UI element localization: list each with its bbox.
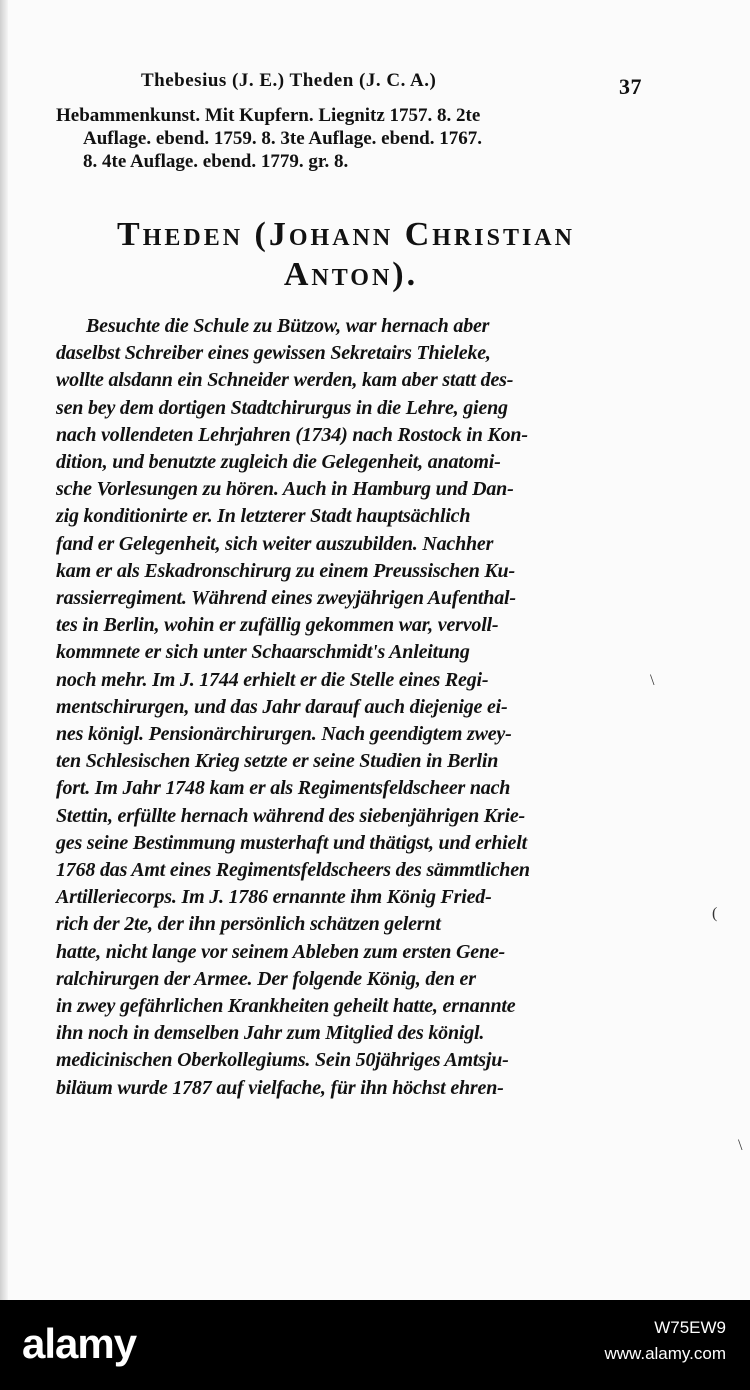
entry-heading-line: Theden (Johann Christian [117, 216, 575, 253]
body-line: ten Schlesischen Krieg setzte er seine Studien in Berlin [56, 750, 499, 773]
image-id: W75EW9 [654, 1318, 726, 1337]
body-line: kam er als Eskadronschirurg zu einem Preussischen Ku- [56, 559, 515, 582]
entry-heading-line: Anton). [283, 256, 419, 293]
alamy-logo: alamy [22, 1320, 137, 1367]
page-number: 37 [619, 74, 642, 99]
body-line: hatte, nicht lange vor seinem Ableben zum ersten Gene- [56, 940, 506, 963]
entry-heading [56, 215, 636, 295]
body-line: ralchirurgen der Armee. Der folgende König, den er [56, 967, 476, 990]
body-line: wollte alsdann ein Schneider werden, kam aber statt des- [56, 369, 514, 392]
body-line: sen bey dem dortigen Stadtchirurgus in die Lehre, gieng [56, 396, 508, 419]
body-line: sche Vorlesungen zu hören. Auch in Hamburg und Dan- [56, 478, 514, 501]
entry-body [56, 313, 636, 1102]
body-line: daselbst Schreiber eines gewissen Sekretairs Thieleke, [56, 342, 491, 365]
body-line: rich der 2te, der ihn persönlich schätzen gelernt [56, 913, 441, 936]
body-line: fand er Gelegenheit, sich weiter auszubilden. Nachher [56, 532, 494, 555]
continuation-line: Hebammenkunst. Mit Kupfern. Liegnitz 1757. 8. 2te [56, 105, 481, 126]
running-head: Thebesius (J. E.) Theden (J. C. A.) [141, 70, 437, 91]
body-line: in zwey gefährlichen Krankheiten geheilt hatte, ernannte [56, 995, 516, 1018]
body-line: Artilleriecorps. Im J. 1786 ernannte ihm König Fried- [56, 886, 492, 909]
body-line: nes königl. Pensionärchirurgen. Nach geendigtem zwey- [56, 723, 512, 746]
body-line: rassierregiment. Während eines zweyjährigen Aufenthal- [56, 587, 516, 610]
watermark-url: www.alamy.com [604, 1344, 726, 1363]
continuation-line: Auflage. ebend. 1759. 8. 3te Auflage. ebend. 1767. [83, 128, 482, 149]
body-line: zig konditionirte er. In letzterer Stadt hauptsächlich [56, 505, 471, 528]
book-page [56, 60, 642, 1102]
body-line: ihn noch in demselben Jahr zum Mitglied des königl. [56, 1022, 485, 1045]
body-line: Stettin, erfüllte hernach während des siebenjährigen Krie- [56, 804, 526, 827]
body-line: nach vollendeten Lehrjahren (1734) nach Rostock in Kon- [56, 423, 528, 446]
page-header [56, 60, 642, 102]
body-line: tes in Berlin, wohin er zufällig gekommen war, vervoll- [56, 614, 499, 637]
image-reference [604, 1318, 726, 1364]
margin-mark: ( [712, 905, 718, 922]
margin-mark: \ [738, 1137, 743, 1154]
body-line: noch mehr. Im J. 1744 erhielt er die Stelle eines Regi- [56, 668, 489, 691]
body-line: ges seine Bestimmung musterhaft und thätigst, und erhielt [56, 831, 527, 854]
continuation-text [56, 104, 636, 173]
body-line: 1768 das Amt eines Regimentsfeldscheers des sämmtlichen [56, 859, 530, 882]
page-edge-shadow [0, 0, 8, 1300]
body-line: Besuchte die Schule zu Bützow, war hernach aber [86, 315, 490, 337]
margin-mark: \ [650, 672, 655, 689]
body-line: biläum wurde 1787 auf vielfache, für ihn höchst ehren- [56, 1076, 504, 1099]
body-line: kommnete er sich unter Schaarschmidt's Anleitung [56, 641, 470, 664]
body-line: medicinischen Oberkollegiums. Sein 50jähriges Amtsju- [56, 1049, 509, 1072]
body-line: dition, und benutzte zugleich die Gelegenheit, anatomi- [56, 451, 501, 474]
stock-watermark-bar [0, 1300, 750, 1390]
body-line: fort. Im Jahr 1748 kam er als Regimentsfeldscheer nach [56, 777, 511, 800]
continuation-line: 8. 4te Auflage. ebend. 1779. gr. 8. [83, 151, 349, 172]
body-line: mentschirurgen, und das Jahr darauf auch diejenige ei- [56, 695, 508, 718]
